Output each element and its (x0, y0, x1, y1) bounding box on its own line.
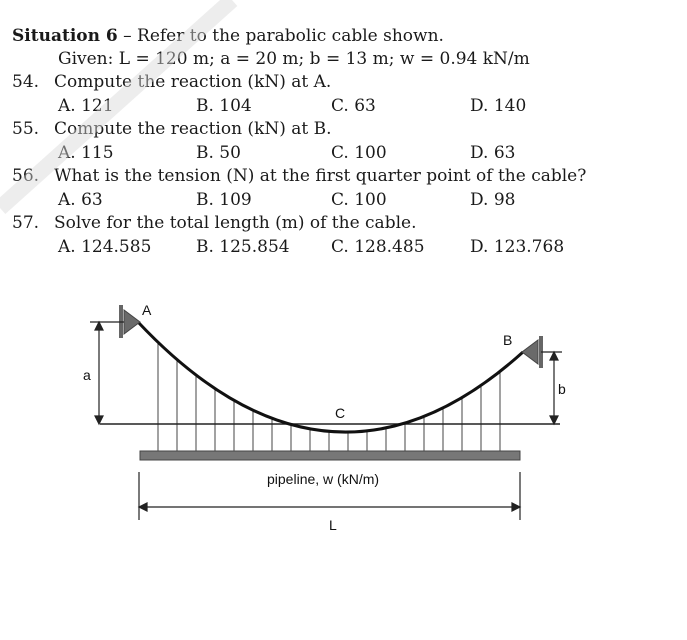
pipeline-bar (140, 451, 520, 460)
cable-hangers (158, 342, 500, 451)
question-number: 55. (12, 119, 40, 139)
option-a[interactable]: A. 115 (58, 143, 114, 163)
dimension-a (90, 322, 124, 424)
option-a[interactable]: A. 63 (58, 190, 103, 210)
question-text: Solve for the total length (m) of the cable. (54, 213, 417, 233)
paper-fold-shadow (0, 0, 232, 208)
option-b[interactable]: B. 109 (196, 190, 252, 210)
label-sag-b: b (558, 381, 566, 397)
label-span-l: L (329, 517, 337, 533)
option-c[interactable]: C. 100 (331, 143, 387, 163)
option-a[interactable]: A. 121 (58, 96, 114, 116)
option-b[interactable]: B. 104 (196, 96, 252, 116)
label-a-support: A (142, 302, 152, 318)
option-d[interactable]: D. 140 (470, 96, 527, 116)
option-d[interactable]: D. 98 (470, 190, 516, 210)
option-d[interactable]: D. 123.768 (470, 237, 565, 257)
option-b[interactable]: B. 125.854 (196, 237, 290, 257)
label-c-lowpoint: C (335, 405, 346, 421)
given-values: Given: L = 120 m; a = 20 m; b = 13 m; w = 0.94 kN/m (58, 49, 530, 69)
question-text: Compute the reaction (kN) at B. (54, 119, 332, 139)
label-sag-a: a (83, 367, 91, 383)
option-d[interactable]: D. 63 (470, 143, 516, 163)
option-a[interactable]: A. 124.585 (58, 237, 152, 257)
option-c[interactable]: C. 63 (331, 96, 376, 116)
support-b (522, 336, 541, 368)
question-number: 57. (12, 213, 40, 233)
question-text: What is the tension (N) at the first quarter point of the cable? (54, 166, 587, 186)
question-number: 56. (12, 166, 40, 186)
question-text: Compute the reaction (kN) at A. (54, 72, 332, 92)
label-b-support: B (503, 332, 513, 348)
option-c[interactable]: C. 128.485 (331, 237, 425, 257)
situation-title-bold: Situation 6 (12, 26, 118, 46)
situation-title-rest: – Refer to the parabolic cable shown. (117, 26, 444, 46)
question-number: 54. (12, 72, 40, 92)
option-b[interactable]: B. 50 (196, 143, 241, 163)
label-pipeline: pipeline, w (kN/m) (267, 471, 380, 487)
option-c[interactable]: C. 100 (331, 190, 387, 210)
